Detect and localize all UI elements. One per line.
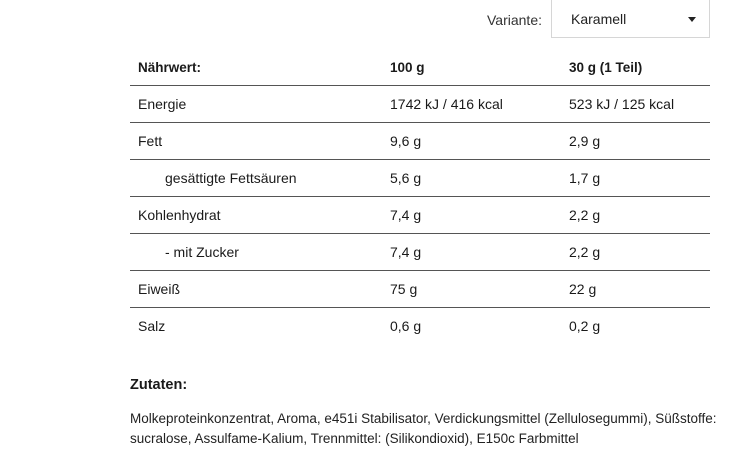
table-header-row [130, 49, 710, 86]
nutrient-name: gesättigte Fettsäuren [130, 160, 390, 197]
table-row [130, 86, 710, 123]
variant-selected-value: Karamell [571, 11, 627, 27]
variant-label: Variante: [487, 12, 542, 28]
nutrition-table [130, 49, 710, 344]
ingredients-heading: Zutaten: [130, 377, 188, 393]
table-row [130, 197, 710, 234]
table-row [130, 308, 710, 345]
column-header-per-serving: 30 g (1 Teil) [569, 49, 710, 86]
value-per-100g: 7,4 g [390, 234, 569, 271]
value-per-100g: 1742 kJ / 416 kcal [390, 86, 569, 123]
column-header-nutrient: Nährwert: [130, 49, 390, 86]
value-per-serving: 0,2 g [569, 318, 601, 334]
nutrient-name: Salz [138, 318, 166, 334]
nutrient-name: Kohlenhydrat [130, 197, 390, 234]
value-per-100g: 7,4 g [390, 197, 569, 234]
value-per-100g: 75 g [390, 271, 569, 308]
value-per-serving: 2,9 g [569, 123, 710, 160]
value-per-serving: 2,2 g [569, 234, 710, 271]
table-row [130, 234, 710, 271]
table-row [130, 123, 710, 160]
variant-dropdown[interactable] [551, 0, 710, 38]
chevron-down-icon [688, 17, 696, 22]
table-row [130, 160, 710, 197]
column-header-per-100g: 100 g [390, 49, 569, 86]
value-per-100g: 0,6 g [390, 318, 422, 334]
value-per-serving: 22 g [569, 271, 710, 308]
value-per-serving: 523 kJ / 125 kcal [569, 86, 710, 123]
ingredients-list: Molkeproteinkonzentrat, Aroma, e451i Stabilisator, Verdickungsmittel (Zellulosegummi), Süßstoffe: sucralose, Assulfame-Kalium, Trennmittel: (Silikondioxid), E150c Farbmittel [130, 411, 717, 446]
nutrient-name: Fett [130, 123, 390, 160]
value-per-serving: 1,7 g [569, 160, 710, 197]
table-row [130, 271, 710, 308]
nutrient-name: Energie [130, 86, 390, 123]
nutrient-name: - mit Zucker [130, 234, 390, 271]
nutrient-name: Eiweiß [130, 271, 390, 308]
variant-selector-row [0, 0, 732, 40]
value-per-serving: 2,2 g [569, 197, 710, 234]
value-per-100g: 9,6 g [390, 123, 569, 160]
value-per-100g: 5,6 g [390, 160, 569, 197]
